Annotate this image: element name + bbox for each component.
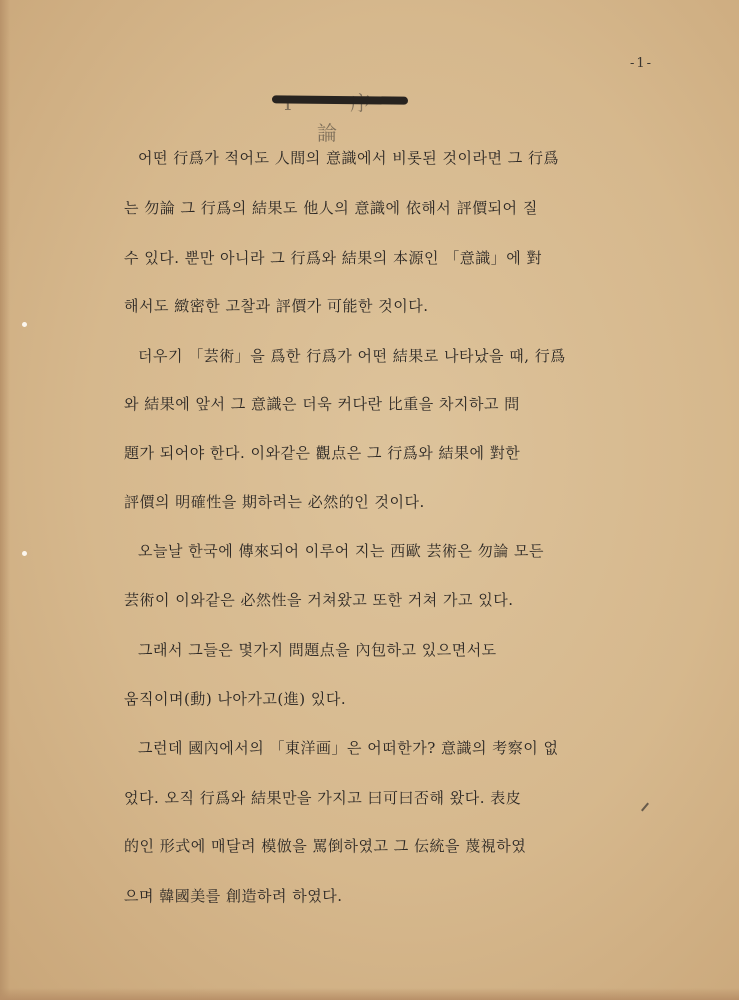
paragraph-5-line-4: 으며 韓國美를 創造하려 하였다. [124, 887, 343, 905]
paragraph-2-line-2: 와 結果에 앞서 그 意識은 더욱 커다란 比重을 차지하고 問 [124, 395, 520, 413]
section-title: 論 [317, 121, 363, 145]
paragraph-4-line-2: 움직이며(動) 나아가고(進) 있다. [124, 690, 347, 708]
paragraph-1-line-1: 어떤 行爲가 적어도 人間의 意識에서 비롯된 것이라면 그 行爲 [138, 149, 559, 167]
paragraph-5-line-2: 었다. 오직 行爲와 結果만을 가지고 曰可曰否해 왔다. 表皮 [124, 789, 522, 807]
paragraph-2-line-1: 더우기 「芸術」을 爲한 行爲가 어떤 結果로 나타났을 때, 行爲 [138, 347, 566, 365]
paragraph-5-line-3: 的인 形式에 매달려 模倣을 罵倒하였고 그 伝統을 蔑視하였 [124, 837, 527, 855]
paragraph-1-line-4: 해서도 緻密한 고찰과 評價가 可能한 것이다. [124, 297, 429, 315]
punch-hole [22, 322, 27, 327]
paragraph-4-line-1: 그래서 그들은 몇가지 問題点을 內包하고 있으면서도 [138, 641, 497, 659]
paragraph-1-line-2: 는 勿論 그 行爲의 結果도 他人의 意識에 依해서 評價되어 질 [124, 199, 538, 217]
paper-bottom-shading [0, 988, 739, 1000]
paragraph-3-line-1: 오늘날 한국에 傳來되어 이루어 지는 西歐 芸術은 勿論 모든 [138, 542, 544, 560]
paragraph-2-line-3: 題가 되어야 한다. 이와같은 觀点은 그 行爲와 結果에 對한 [124, 444, 521, 462]
paragraph-3-line-2: 芸術이 이와같은 必然性을 거쳐왔고 또한 거쳐 가고 있다. [124, 591, 514, 609]
punch-hole [22, 551, 27, 556]
title-strikethrough [272, 95, 408, 104]
paragraph-2-line-4: 評價의 明確性을 期하려는 必然的인 것이다. [124, 493, 425, 511]
paper-edge-shading [0, 0, 10, 1000]
paragraph-1-line-3: 수 있다. 뿐만 아니라 그 行爲와 結果의 本源인 「意識」에 對 [124, 249, 543, 267]
paragraph-5-line-1: 그런데 國內에서의 「東洋画」은 어떠한가? 意識의 考察이 없 [138, 739, 559, 757]
page-number: -1- [630, 56, 654, 71]
